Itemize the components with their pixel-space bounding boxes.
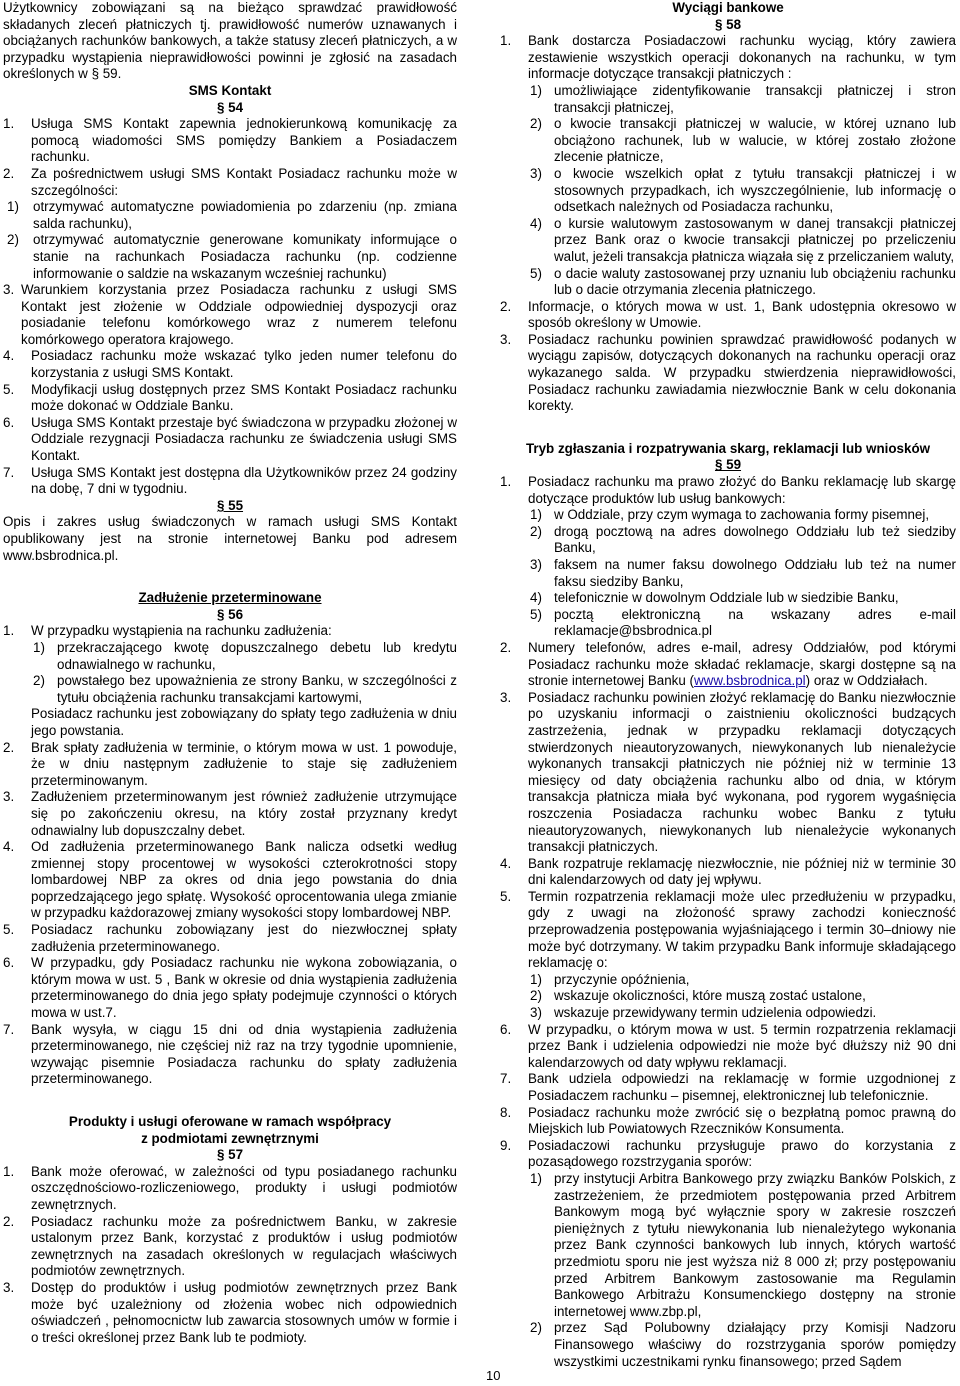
- item-text: Posiadaczowi rachunku przysługuje prawo do korzystania z pozasądowego rozstrzygania sporów:: [528, 1137, 956, 1170]
- list-item: [3, 282, 457, 348]
- item-text: Posiadacz rachunku może zwrócić się o bezpłatną pomoc prawną do Miejskich lub Powiatowych Rzeczników Konsumenta.: [528, 1104, 956, 1137]
- section-heading-statements: Wyciągi bankowe: [672, 0, 784, 15]
- item-text: Posiadacz rachunku może wskazać tylko jeden numer telefonu do korzystania z usługi SMS Kontakt.: [31, 348, 457, 381]
- item-number: 1.: [500, 33, 512, 49]
- item-number: 2): [530, 988, 542, 1004]
- item-number: 3.: [3, 789, 15, 805]
- item-number: 6.: [3, 955, 15, 971]
- item-number: 6.: [3, 414, 15, 430]
- list-item: [3, 1164, 457, 1214]
- item-text: Bank dostarcza Posiadaczowi rachunku wyciąg, który zawiera zestawienie wszystkich operacji dokonanych na rachunku, w tym informacje dotyczące transakcji płatniczych :: [528, 33, 956, 82]
- item-text: przez Sąd Polubowny działający przy Komisji Nadzoru Finansowego właściwy do rozstrzygania sporów pomiędzy wszystkimi uczestnikami rynku finansowego; przed Sądem: [554, 1320, 956, 1369]
- list-item: [3, 116, 457, 166]
- sub-list-item: [3, 640, 457, 673]
- item-text: faksem na numer faksu dowolnego Oddziału lub też na numer faksu siedziby Banku,: [554, 557, 956, 589]
- list-item: [500, 332, 956, 415]
- item-text: drogą pocztową na adres dowolnego Oddziału lub też siedziby Banku,: [554, 523, 956, 556]
- item-number: 1.: [3, 623, 15, 639]
- item-number: 5.: [3, 922, 15, 938]
- bank-website-link[interactable]: www.bsbrodnica.pl: [693, 673, 806, 689]
- item-number: 4.: [3, 839, 15, 855]
- sub-list-item: [500, 166, 956, 216]
- item-number: 2.: [500, 298, 512, 314]
- list-item: [500, 856, 956, 889]
- item-text: o kwocie wszelkich opłat z tytułu transakcji płatniczej i w stosownych przypadkach, ich wyszczególnienie, lub informację o odsetkach należnych od Posiadacza rachunku,: [554, 165, 956, 215]
- item-number: 6.: [500, 1021, 512, 1037]
- item-number: 2): [33, 673, 45, 689]
- sub-list-item: [500, 557, 956, 590]
- paragraph-number-59: § 59: [714, 457, 742, 473]
- item-number: 3): [530, 165, 542, 181]
- item-number: 1): [530, 971, 542, 987]
- item-text: wskazuje okoliczności, które muszą zostać ustalone,: [554, 988, 866, 1004]
- item-number: 1): [530, 507, 542, 523]
- paragraph-55-text: Opis i zakres usług świadczonych w ramach usługi SMS Kontakt opublikowany jest na stronie internetowej Banku pod adresem www.bsbrodnica.pl.: [3, 514, 457, 563]
- item-text: W przypadku, o którym mowa w ust. 5 termin rozpatrzenia reklamacji przez Bank i udzielenia odpowiedzi nie może być dłuższy niż 90 dni kalendarzowych od daty wpływu reklamacji.: [528, 1021, 956, 1070]
- item-text: Posiadacz rachunku ma prawo złożyć do Banku reklamację lub skargę dotyczące produktów lub usług bankowych:: [528, 474, 956, 506]
- section-heading-complaints: Tryb zgłaszania i rozpatrywania skarg, reklamacji lub wniosków: [525, 440, 931, 456]
- item-number: 1): [530, 1170, 542, 1186]
- sub-list-item: [500, 266, 956, 299]
- sub-list-item: [3, 232, 457, 282]
- item-text: Informacje, o których mowa w ust. 1, Bank udostępnia okresowo w sposób określony w Umowie.: [528, 298, 956, 331]
- item-text: Brak spłaty zadłużenia w terminie, o którym mowa w ust. 1 powoduje, że w dniu następnym zadłużenie to staje się zadłużeniem przeterminowanym.: [31, 739, 457, 788]
- item-number: 3.: [3, 1279, 15, 1295]
- section-heading-products-2: z podmiotami zewnętrznymi: [141, 1130, 319, 1146]
- sub-list-item: [500, 590, 956, 607]
- item-number: 5): [530, 606, 542, 622]
- item-number: 2.: [3, 1213, 15, 1229]
- item-text: Numery telefonów, adres e-mail, adresy Oddziałów, pod którymi Posiadacz rachunku może składać reklamacje, skargi dostępne są na stronie internetowej Banku (: [528, 639, 956, 689]
- left-column: [3, 0, 457, 1346]
- item-text: Bank może oferować, w zależności od typu posiadanego rachunku oszczędnościowo-rozliczeniowego, produkty i usługi podmiotów zewnętrznych.: [31, 1163, 457, 1212]
- list-item: [3, 839, 457, 922]
- item-number: 3): [530, 557, 542, 572]
- sub-list-item: [500, 988, 956, 1005]
- item-text: pocztą elektroniczną na wskazany adres e-mail reklamacje@bsbrodnica.pl: [554, 606, 956, 639]
- right-column: [500, 0, 956, 1370]
- paragraph-number-56: § 56: [216, 606, 244, 622]
- intro-paragraph: Użytkownicy zobowiązani są na bieżąco sprawdzać prawidłowość składanych zleceń płatniczych tj. prawidłowość numerów uznawanych i obciążanych rachunków bankowych, a także statusy zleceń płatniczych, a w przypadku wystąpienia nieprawidłowości powinni je zgłosić na zasadach określonych w § 59.: [3, 0, 457, 82]
- list-item: [3, 348, 457, 381]
- item-text: przy instytucji Arbitra Bankowego przy związku Banków Polskich, z zastrzeżeniem, że przedmiotem postępowania przed Arbitrem Bankowym mogą być wyłącznie spory w zakresie roszczeń pieniężnych z tytułu niewykonania lub nienależytego wykonania przez Bank czynności bankowych lub innych, których wartość przedmiotu sporu nie jest wyższa niż 8 000 zł; przy postępowaniu przed Arbitrem Bankowym zastosowanie ma Regulamin Bankowego Arbitrażu Konsumenckiego dostępny na stronie internetowej www.zbp.pl,: [554, 1170, 956, 1319]
- sub-list-item: [500, 216, 956, 266]
- item-text: otrzymywać automatyczne powiadomienia po zdarzeniu (np. zmiana salda rachunku),: [33, 199, 457, 231]
- item-number: 2): [530, 1320, 542, 1336]
- page-number: 10: [486, 1368, 501, 1383]
- item-text: Posiadacz rachunku powinien sprawdzać prawidłowość podanych w wyciągu zapisów, dotyczących dokonanych na rachunku operacji oraz wykazanego salda. W przypadku stwierdzenia nieprawidłowości, Posiadacz rachunku zawiadamia niezwłocznie Bank w celu dokonania korekty.: [528, 331, 956, 414]
- list-item: [3, 1280, 457, 1346]
- sub-list-item: [500, 607, 956, 640]
- sub-list-item: [500, 1320, 956, 1370]
- list-item: [3, 955, 457, 1021]
- item-number: 2.: [3, 739, 15, 755]
- item-text: Usługa SMS Kontakt przestaje być świadczona w przypadku złożonej w Oddziale rezygnacji Posiadacza rachunku ze świadczenia usługi SMS Kontakt.: [31, 414, 457, 464]
- item-number: 7.: [3, 464, 15, 480]
- item-text: Od zadłużenia przeterminowanego Bank nalicza odsetki według zmiennej stopy procentowej w wysokości czterokrotności stopy lombardowej NBP za okres od dnia jego powstania do dnia poprzedzającego jego spłatę. Wysokość oprocentowania ulega zmianie w przypadku każdorazowej zmiany wysokości stopy lombardowej NBP.: [31, 839, 457, 921]
- item-text: Termin rozpatrzenia reklamacji może ulec przedłużeniu w przypadku, gdy z uwagi na złożoność sprawy zachodzi konieczność przeprowadzenia postępowania wyjaśniającego i termin 30–dniowy nie może być dotrzymany. W takim przypadku Bank informuje składającego reklamację o:: [528, 888, 956, 971]
- item-text: ) oraz w Oddziałach.: [805, 673, 928, 689]
- sub-list-item: [3, 199, 457, 232]
- list-item: [3, 1214, 457, 1280]
- item-number: 1.: [3, 116, 15, 132]
- item-text: Posiadacz rachunku może za pośrednictwem Banku, w zakresie ustalonym przez Bank, korzystać z produktów i usług podmiotów zewnętrznych na zasadach określonych w regulacjach właściwych podmiotów zewnętrznych.: [31, 1213, 457, 1279]
- paragraph-number-55: § 55: [216, 497, 244, 513]
- list-item: [500, 1105, 956, 1138]
- item-continuation: Posiadacz rachunku jest zobowiązany do spłaty tego zadłużenia w dniu jego powstania.: [31, 706, 457, 738]
- item-text: przyczynie opóźnienia,: [554, 971, 690, 987]
- item-text: przekraczającego kwotę dopuszczalnego debetu lub kredytu odnawialnego w rachunku,: [57, 639, 457, 672]
- item-number: 2.: [500, 639, 512, 655]
- item-number: 9.: [500, 1137, 512, 1153]
- item-text: w Oddziale, przy czym wymaga to zachowania formy pisemnej,: [554, 507, 930, 523]
- item-text: o kursie walutowym zastosowanym w danej transakcji płatniczej przez Bank oraz o kwocie transakcji płatniczej po przeliczeniu walut, jeżeli transakcja płatnicza wiązała się z przeliczaniem waluty,: [554, 215, 956, 264]
- list-item: [500, 474, 956, 507]
- item-text: Bank wysyła, w ciągu 15 dni od dnia wystąpienia zadłużenia przeterminowanego, nie częściej niż raz na trzy tygodnie upomnienie, wzywając pisemnie Posiadacza rachunku do spłaty zadłużenia przeterminowanego.: [31, 1021, 457, 1087]
- list-item: [500, 640, 956, 690]
- item-text: o dacie waluty zastosowanej przy uznaniu lub obciążeniu rachunku lub o dacie otrzymania zlecenia płatniczego.: [554, 265, 956, 298]
- sub-list-item: [500, 83, 956, 116]
- item-text: Posiadacz rachunku powinien złożyć reklamację do Banku niezwłocznie po uzyskaniu informacji o zaistnieniu okoliczności budzących zastrzeżenia, jednak w przypadku reklamacji dotyczących stwierdzonych nieautoryzowanych, niewykonanych lub nienależycie wykonanych transakcji płatniczych nie później niż w terminie 13 miesięcy od daty obciążenia rachunku albo od dnia, w którym transakcja płatnicza miała być wykonana, pod rygorem wygaśnięcia roszczenia Posiadacza rachunku wobec Banku z tytułu nieautoryzowanych, niewykonanych lub nienależycie wykonanych transakcji płatniczych.: [528, 689, 956, 855]
- item-text: W przypadku, gdy Posiadacz rachunku nie wykona zobowiązania, o którym mowa w ust. 5 , Bank w okresie od dnia wystąpienia zadłużenia przeterminowanego do dnia jego spłaty podejmuje czynności o których mowa w ust.7.: [31, 955, 457, 1021]
- item-number: 8.: [500, 1104, 512, 1120]
- item-number: 5.: [500, 888, 512, 904]
- item-number: 2): [7, 232, 19, 248]
- list-item: [3, 789, 457, 839]
- paragraph-number-58: § 58: [714, 16, 742, 32]
- item-number: 3.: [500, 331, 512, 347]
- item-number: 4.: [500, 855, 512, 871]
- list-item: [500, 1071, 956, 1104]
- item-text: o kwocie transakcji płatniczej w walucie, w której uznano lub obciążono rachunek, lub w walucie, w której zostało złożone zlecenie płatnicze,: [554, 116, 956, 165]
- item-number: 2.: [3, 165, 15, 181]
- list-item: [3, 166, 457, 199]
- list-item: [3, 922, 457, 955]
- item-number: 3.: [3, 282, 15, 298]
- sub-list-item: [500, 972, 956, 989]
- item-text: Za pośrednictwem usługi SMS Kontakt Posiadacz rachunku może w szczególności:: [31, 165, 457, 198]
- sub-list-item: [500, 1005, 956, 1022]
- list-item: [500, 690, 956, 856]
- sub-list-item: [500, 116, 956, 166]
- item-text: Bank udziela odpowiedzi na reklamację w formie uzgodnionej z Posiadaczem rachunku – pisemnej, elektronicznej lub telefonicznie.: [528, 1071, 956, 1103]
- list-item: [3, 465, 457, 498]
- list-item: [3, 1022, 457, 1088]
- item-text: Warunkiem korzystania przez Posiadacza rachunku z usługi SMS Kontakt jest złożenie w Oddziale odpowiedniej dyspozycji oraz posiadanie telefonu komórkowego wraz z numerem telefonu komórkowego operatora krajowego.: [21, 282, 457, 347]
- section-heading-sms: SMS Kontakt: [188, 82, 272, 98]
- item-number: 5.: [3, 381, 15, 397]
- item-text: umożliwiające zidentyfikowanie transakcji płatniczej i stron transakcji płatniczej,: [554, 82, 956, 115]
- list-item: [500, 1138, 956, 1171]
- item-number: 5): [530, 265, 542, 281]
- section-heading-debt: Zadłużenie przeterminowane: [138, 590, 322, 606]
- item-number: 1): [530, 82, 542, 98]
- item-text: W przypadku wystąpienia na rachunku zadłużenia:: [31, 623, 332, 639]
- item-text: wskazuje przewidywany termin udzielenia odpowiedzi.: [554, 1005, 877, 1021]
- item-number: 7.: [3, 1021, 15, 1037]
- section-heading-products: Produkty i usługi oferowane w ramach współpracy: [68, 1114, 392, 1129]
- item-text: Bank rozpatruje reklamację niezwłocznie, nie później niż w terminie 30 dni kalendarzowych od daty jej wpływu.: [528, 855, 956, 888]
- list-item: [500, 889, 956, 972]
- sub-list-item: [500, 507, 956, 524]
- list-item: [500, 33, 956, 83]
- item-number: 4): [530, 590, 542, 606]
- list-item: [3, 623, 457, 640]
- item-number: 4.: [3, 348, 15, 364]
- item-number: 7.: [500, 1071, 512, 1087]
- item-text: telefonicznie w dowolnym Oddziale lub w siedzibie Banku,: [554, 590, 899, 606]
- paragraph-number-54: § 54: [216, 99, 244, 115]
- item-text: Usługa SMS Kontakt jest dostępna dla Użytkowników przez 24 godziny na dobę, 7 dni w tygodniu.: [31, 464, 457, 497]
- item-number: 3.: [500, 689, 512, 705]
- list-item: [3, 382, 457, 415]
- item-number: 1): [33, 639, 45, 655]
- item-text: Modyfikacji usług dostępnych przez SMS Kontakt Posiadacz rachunku może dokonać w Oddziale Banku.: [31, 381, 457, 414]
- item-number: 3): [530, 1005, 542, 1021]
- item-number: 4): [530, 215, 542, 231]
- list-item: [3, 740, 457, 790]
- item-text: Usługa SMS Kontakt zapewnia jednokierunkową komunikację za pomocą wiadomości SMS pomiędzy Bankiem a Posiadaczem rachunku.: [31, 116, 457, 165]
- item-number: 2): [530, 116, 542, 132]
- item-text: Posiadacz rachunku zobowiązany jest do niezwłocznej spłaty zadłużenia przeterminowanego.: [31, 922, 457, 954]
- list-item: [500, 1022, 956, 1072]
- list-item: [3, 415, 457, 465]
- item-text: Dostęp do produktów i usług podmiotów zewnętrznych przez Bank może być uzależniony od złożenia wobec nich odpowiednich oświadczeń , pełnomocnictw lub zawarcia stosownych umów w formie i o treści określonej przez Bank lub te podmioty.: [31, 1279, 457, 1345]
- item-number: 1): [7, 199, 19, 215]
- list-item: [500, 299, 956, 332]
- sub-list-item: [3, 673, 457, 706]
- item-text: Zadłużeniem przeterminowanym jest również zadłużenie utrzymujące się po zakończeniu okresu, na który został przyznany kredyt odnawialny lub dopuszczalny debet.: [31, 789, 457, 838]
- sub-list-item: [500, 1171, 956, 1320]
- item-number: 1.: [3, 1163, 15, 1179]
- item-number: 2): [530, 523, 542, 539]
- sub-list-item: [500, 524, 956, 557]
- item-text: powstałego bez upoważnienia ze strony Banku, w szczególności z tytułu obciążenia rachunku transakcjami kartowymi,: [57, 673, 457, 705]
- item-text: otrzymywać automatycznie generowane komunikaty informujące o stanie na rachunkach Posiadacza rachunku (np. codzienne informowanie o saldzie na wskazanym wcześniej rachunku): [33, 232, 457, 281]
- item-number: 1.: [500, 474, 512, 490]
- paragraph-number-57: § 57: [216, 1147, 244, 1163]
